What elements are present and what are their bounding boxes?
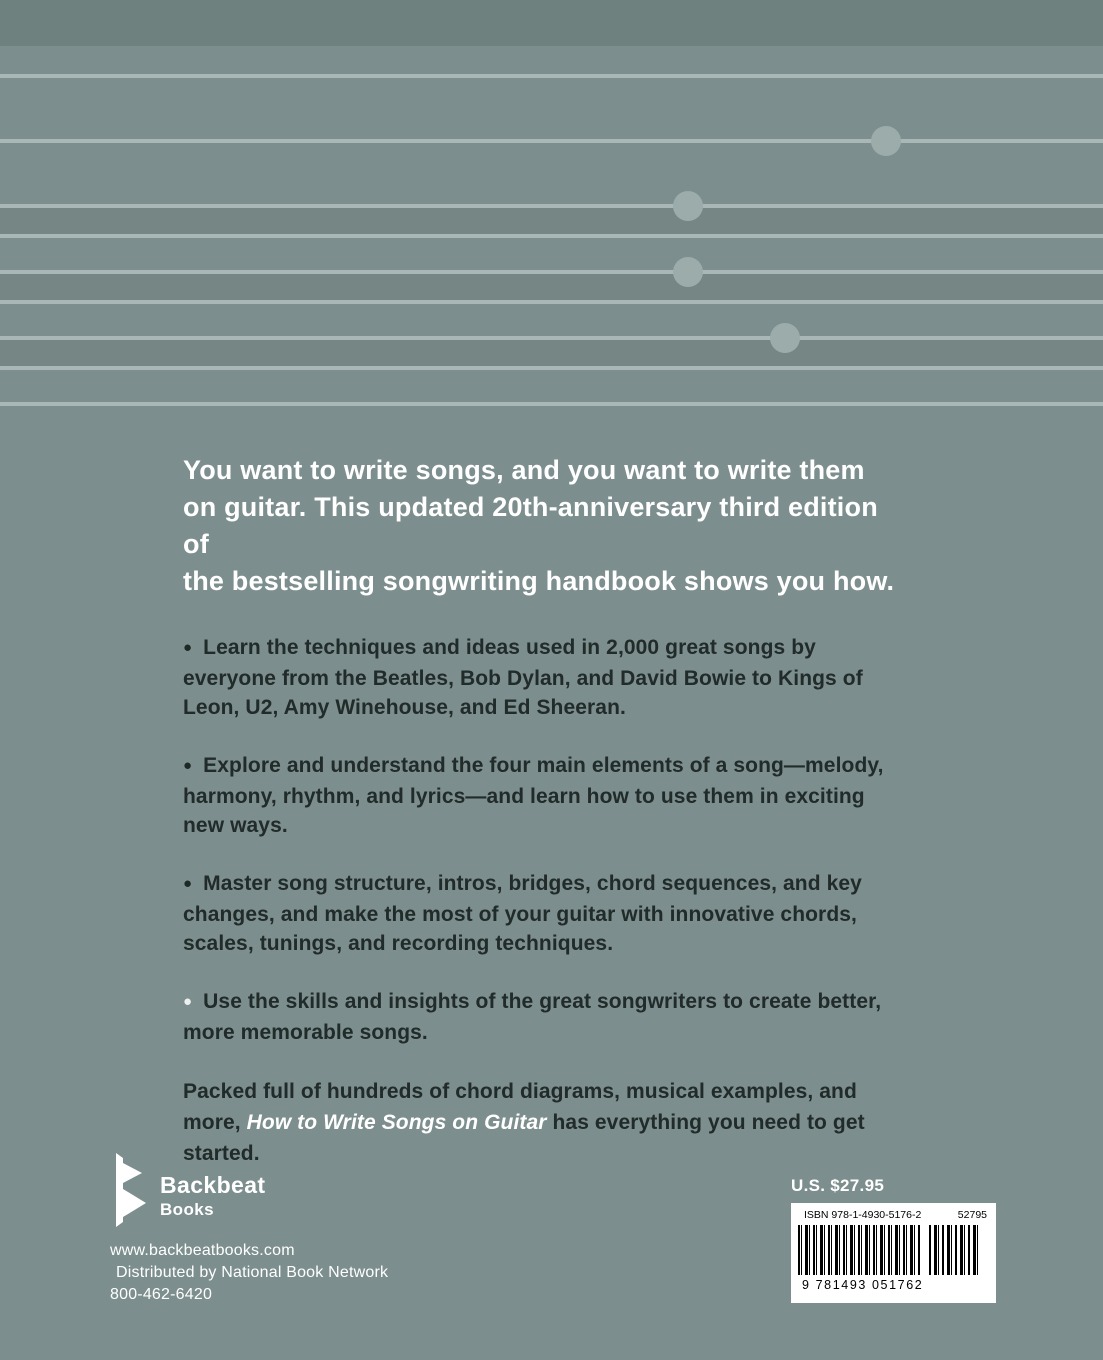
string-dot <box>673 191 703 221</box>
phone-text: 800-462-6420 <box>110 1286 213 1303</box>
headline-line: the bestselling songwriting handbook shows you how. <box>183 566 895 596</box>
backbeat-logo-icon <box>110 1150 150 1230</box>
top-band <box>0 0 1103 46</box>
bullet-list <box>183 633 895 1047</box>
closing-text-after: has everything you need to get started. <box>183 1111 865 1165</box>
bullet-marker-icon: ● <box>183 875 193 892</box>
guitar-string-band <box>0 270 1103 304</box>
barcode-header <box>798 1209 989 1221</box>
barcode-bars <box>798 1225 989 1275</box>
bullet-marker-icon: ● <box>183 757 193 774</box>
guitar-string-line <box>0 139 1103 143</box>
headline <box>183 452 895 600</box>
bullet-text: Use the skills and insights of the great songwriters to create better, more memorable songs. <box>183 990 882 1044</box>
bullet-text: Learn the techniques and ideas used in 2,000 great songs by everyone from the Beatles, Bob Dylan, and David Bowie to Kings of Leon, U2, Amy Winehouse, and Ed Sheeran. <box>183 636 863 719</box>
guitar-string-line <box>0 402 1103 406</box>
publisher-logo <box>110 1150 388 1232</box>
closing-text-before: Packed full of hundreds of chord diagrams, musical examples, and more, <box>183 1080 857 1134</box>
bullet-text: Master song structure, intros, bridges, chord sequences, and key changes, and make the most of your guitar with innovative chords, scales, tunings, and recording techniques. <box>183 872 862 955</box>
guitar-string-band <box>0 336 1103 370</box>
publisher-contact <box>110 1240 388 1306</box>
barcode-addon-bars <box>929 1225 981 1275</box>
guitar-string-band <box>0 204 1103 238</box>
distribution-text: Distributed by National Book Network <box>116 1264 389 1281</box>
barcode-main-bars <box>798 1225 920 1275</box>
bullet-item <box>183 869 895 958</box>
headline-line: You want to write songs, and you want to write them <box>183 455 865 485</box>
bullet-item <box>183 987 895 1047</box>
bullet-marker-icon: ● <box>183 639 193 656</box>
ean-number: 9 781493 051762 <box>802 1278 924 1292</box>
bullet-item <box>183 633 895 722</box>
string-dot <box>673 257 703 287</box>
book-title-italic: How to Write Songs on Guitar <box>246 1111 547 1134</box>
publisher-name <box>160 1174 265 1218</box>
price-label: U.S. $27.95 <box>791 1176 885 1195</box>
website-text: www.backbeatbooks.com <box>110 1242 295 1259</box>
barcode-addon-code: 52795 <box>957 1209 987 1221</box>
string-dot <box>770 323 800 353</box>
bullet-text: Explore and understand the four main elements of a song—melody, harmony, rhythm, and lyrics—and learn how to use them in exciting new ways. <box>183 754 884 837</box>
publisher-block <box>110 1150 388 1306</box>
back-cover-copy <box>183 452 895 1190</box>
guitar-string-line <box>0 74 1103 78</box>
headline-line: on guitar. This updated 20th-anniversary third edition of <box>183 492 878 559</box>
string-dot <box>871 126 901 156</box>
publisher-name-bottom: Books <box>160 1200 214 1219</box>
isbn-label: ISBN 978-1-4930-5176-2 <box>804 1209 922 1221</box>
bullet-item <box>183 751 895 840</box>
publisher-name-top: Backbeat <box>160 1172 266 1198</box>
bullet-marker-icon: ● <box>183 993 193 1010</box>
barcode-box <box>791 1203 996 1303</box>
